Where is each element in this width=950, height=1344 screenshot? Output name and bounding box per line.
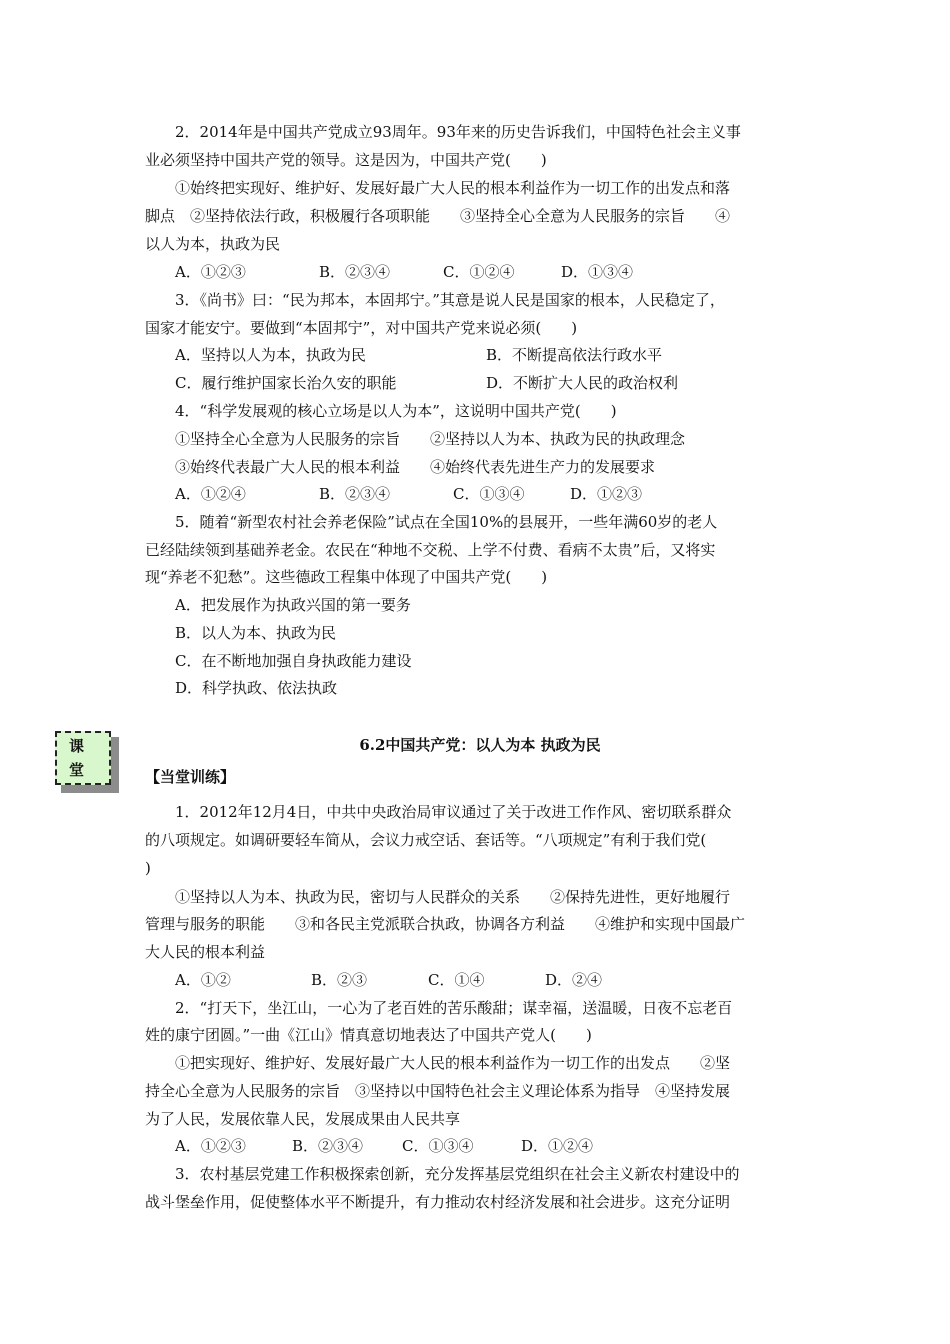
option-c: C．①②④ — [443, 263, 515, 281]
question-2-statement-cont: 以人为本，执政为民 — [145, 235, 281, 253]
option-d: D．不断扩大人民的政治权利 — [486, 374, 679, 392]
option-c: C．履行维护国家长治久安的职能 — [175, 374, 397, 392]
exercise-1-statement-cont: 管理与服务的职能 ③和各民主党派联合执政，协调各方利益 ④维护和实现中国最广 — [145, 915, 746, 933]
exercise-3-text: 3．农村基层党建工作积极探索创新，充分发挥基层党组织在社会主义新农村建设中的 — [175, 1165, 740, 1183]
exercise-1-text-cont: 的八项规定。如调研要轻车简从，会议力戒空话、套话等。“八项规定”有利于我们党( — [145, 831, 707, 849]
exercise-1-statement-cont: 大人民的根本利益 — [145, 943, 266, 961]
option-a: A．①②③ — [175, 263, 246, 281]
question-4-text: 4．“科学发展观的核心立场是以人为本”，这说明中国共产党( ) — [175, 402, 617, 420]
exercise-3-text-cont: 战斗堡垒作用，促使整体水平不断提升，有力推动农村经济发展和社会进步。这充分证明 — [145, 1193, 731, 1211]
option-b: B．②③ — [311, 971, 368, 989]
question-3-text: 3．《尚书》曰：“民为邦本，本固邦宁。”其意是说人民是国家的根本，人民稳定了， — [175, 291, 725, 309]
question-5-text-cont: 已经陆续领到基础养老金。农民在“种地不交税、上学不付费、看病不太贵”后，又将实 — [145, 541, 716, 559]
question-5-option-c: C．在不断地加强自身执政能力建设 — [175, 652, 412, 670]
option-c: C．①③④ — [453, 485, 525, 503]
exercise-1-text: 1．2012年12月4日，中共中央政治局审议通过了关于改进工作作风、密切联系群众 — [175, 803, 732, 821]
option-d: D．①③④ — [561, 263, 634, 281]
question-5-text: 5．随着“新型农村社会养老保险”试点在全国10%的县展开，一些年满60岁的老人 — [175, 513, 718, 531]
option-a: A．①②④ — [175, 485, 246, 503]
question-3-text-cont: 国家才能安宁。要做到“本固邦宁”，对中国共产党来说必须( ) — [145, 319, 578, 337]
option-c: C．①④ — [428, 971, 485, 989]
question-2-statement: ①始终把实现好、维护好、发展好最广大人民的根本利益作为一切工作的出发点和落 — [175, 179, 731, 197]
question-2-text: 2．2014年是中国共产党成立93周年。93年来的历史告诉我们，中国特色社会主义事 — [175, 123, 741, 141]
option-d: D．①②④ — [521, 1137, 594, 1155]
question-2-text-cont: 业必须坚持中国共产党的领导。这是因为，中国共产党( ) — [145, 151, 547, 169]
section-heading: 【当堂训练】 — [145, 768, 236, 786]
badge-text-1: 课 — [69, 737, 85, 755]
option-c: C．①③④ — [402, 1137, 474, 1155]
badge-text-2: 堂 — [69, 761, 85, 779]
option-b: B．②③④ — [319, 263, 391, 281]
question-4-statement: ①坚持全心全意为人民服务的宗旨 ②坚持以人为本、执政为民的执政理念 — [175, 430, 686, 448]
question-5-text-cont: 现“养老不犯愁”。这些德政工程集中体现了中国共产党( ) — [145, 568, 548, 586]
option-b: B．不断提高依法行政水平 — [486, 346, 663, 364]
option-a: A．坚持以人为本，执政为民 — [175, 346, 366, 364]
exercise-1-text-cont: ) — [145, 859, 151, 877]
question-5-option-a: A．把发展作为执政兴国的第一要务 — [175, 596, 411, 614]
option-a: A．①② — [175, 971, 231, 989]
exercise-2-statement-cont: 持全心全意为人民服务的宗旨 ③坚持以中国特色社会主义理论体系为指导 ④坚持发展 — [145, 1082, 731, 1100]
option-b: B．②③④ — [292, 1137, 364, 1155]
exercise-2-text: 2．“打天下，坐江山，一心为了老百姓的苦乐酸甜；谋幸福，送温暖，日夜不忘老百 — [175, 999, 733, 1017]
exercise-2-statement: ①把实现好、维护好、发展好最广大人民的根本利益作为一切工作的出发点 ②坚 — [175, 1054, 731, 1072]
question-2-statement-cont: 脚点 ②坚持依法行政，积极履行各项职能 ③坚持全心全意为人民服务的宗旨 ④ — [145, 207, 731, 225]
question-4-statement-cont: ③始终代表最广大人民的根本利益 ④始终代表先进生产力的发展要求 — [175, 458, 656, 476]
question-5-option-b: B．以人为本、执政为民 — [175, 624, 337, 642]
option-b: B．②③④ — [319, 485, 391, 503]
option-d: D．①②③ — [570, 485, 643, 503]
exercise-2-text-cont: 姓的康宁团圆。”一曲《江山》情真意切地表达了中国共产党人( ) — [145, 1026, 592, 1044]
option-d: D．②④ — [545, 971, 603, 989]
option-a: A．①②③ — [175, 1137, 246, 1155]
exercise-2-statement-cont: 为了人民，发展依靠人民，发展成果由人民共享 — [145, 1110, 461, 1128]
exercise-1-statement: ①坚持以人为本、执政为民，密切与人民群众的关系 ②保持先进性，更好地履行 — [175, 888, 731, 906]
section-title: 6.2中国共产党：以人为本 执政为民 — [359, 736, 601, 754]
classroom-badge — [55, 731, 111, 785]
question-5-option-d: D．科学执政、依法执政 — [175, 679, 338, 697]
